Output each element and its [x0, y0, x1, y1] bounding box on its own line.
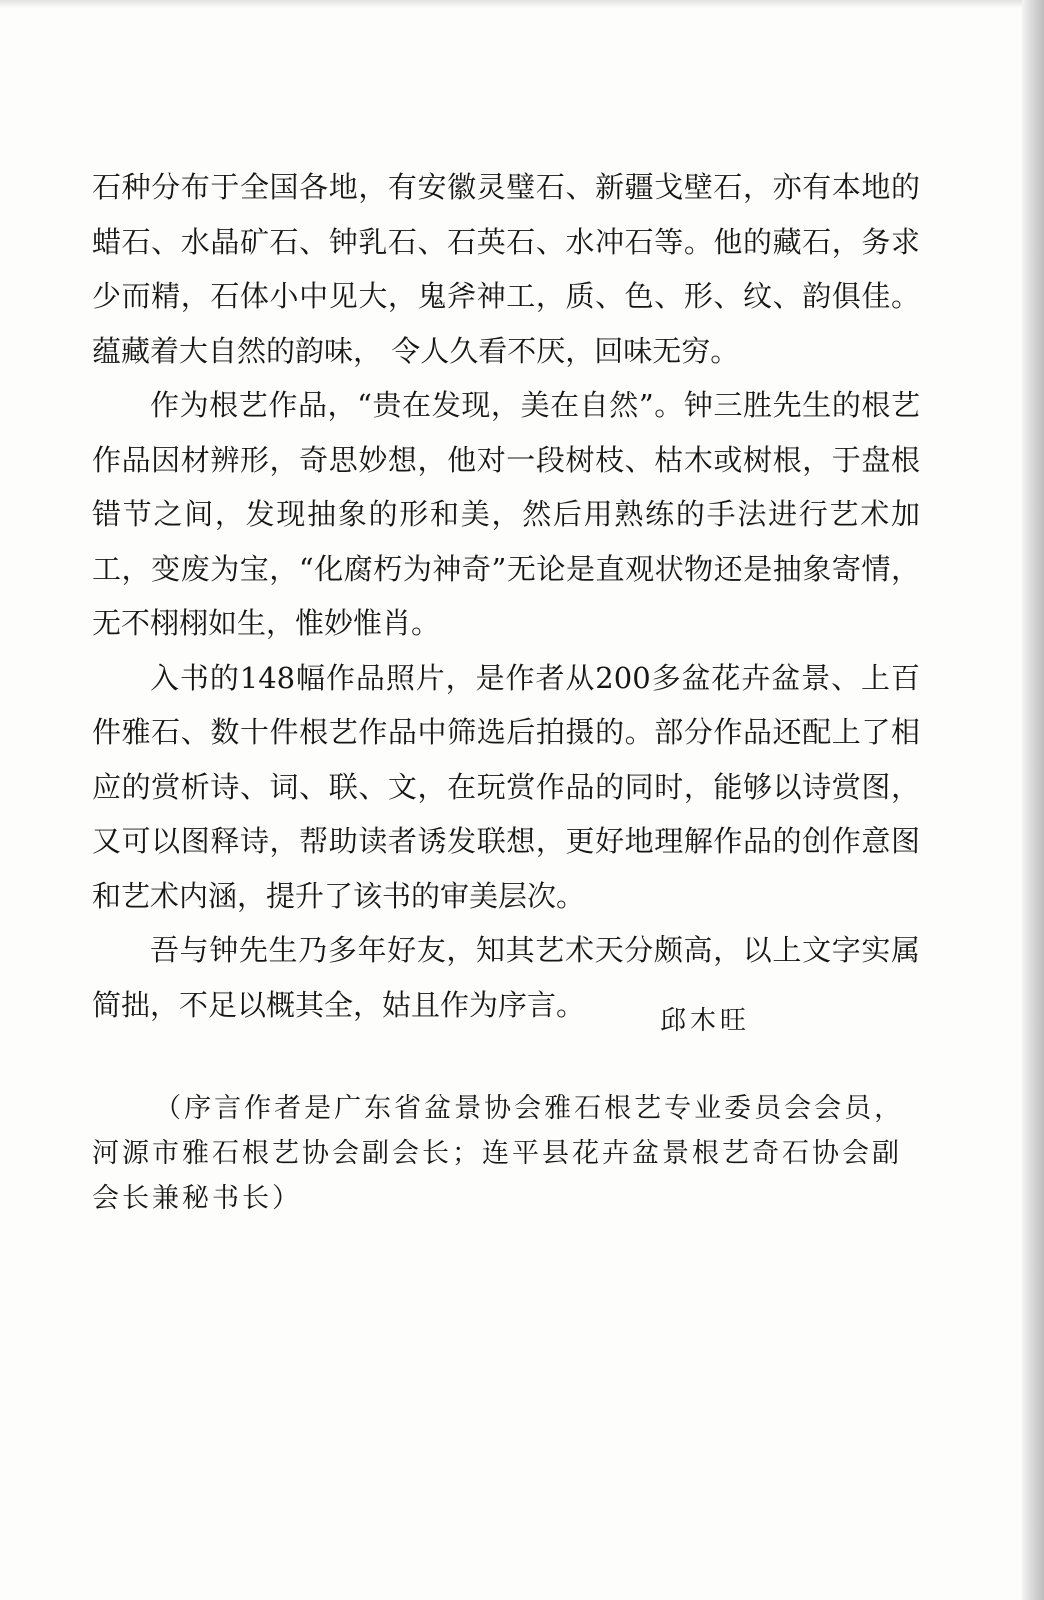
- paragraph-stones-continued: 石种分布于全国各地，有安徽灵璧石、新疆戈壁石，亦有本地的蜡石、水晶矿石、钟乳石、石英石、水冲石等。他的藏石，务求少而精，石体小中见大，鬼斧神工，质、色、形、纹、韵俱佳。蕴藏着大自然的韵味， 令人久看不厌，回味无穷。: [92, 170, 920, 368]
- paragraph-root-art: 作为根艺作品，“贵在发现，美在自然”。钟三胜先生的根艺作品因材辨形，奇思妙想，他对一段树枝、枯木或树根，于盘根错节之间，发现抽象的形和美，然后用熟练的手法进行艺术加工，变废为宝，“化腐朽为神奇”无论是直观状物还是抽象寄情，无不栩栩如生，惟妙惟肖。: [92, 388, 920, 640]
- author-signature: 邱木旺: [660, 1006, 751, 1036]
- scan-top-shadow: [0, 0, 1044, 8]
- paragraph-photos: 入书的148幅作品照片，是作者从200多盆花卉盆景、上百件雅石、数十件根艺作品中筛选后拍摄的。部分作品还配上了相应的赏析诗、词、联、文，在玩赏作品的同时，能够以诗赏图，又可以图释诗，帮助读者诱发联想，更好地理解作品的创作意图和艺术内涵，提升了该书的审美层次。: [92, 660, 920, 913]
- scan-right-edge: [1022, 0, 1044, 1600]
- author-note: （序言作者是广东省盆景协会雅石根艺专业委员会会员，河源市雅石根艺协会副会长；连平县花卉盆景根艺奇石协会副会长兼秘书长）: [92, 1093, 905, 1214]
- paragraph-closing: 吾与钟先生乃多年好友，知其艺术天分颇高，以上文字实属简拙，不足以概其全，姑且作为序言。: [92, 933, 920, 1022]
- preface-body: [92, 160, 920, 1032]
